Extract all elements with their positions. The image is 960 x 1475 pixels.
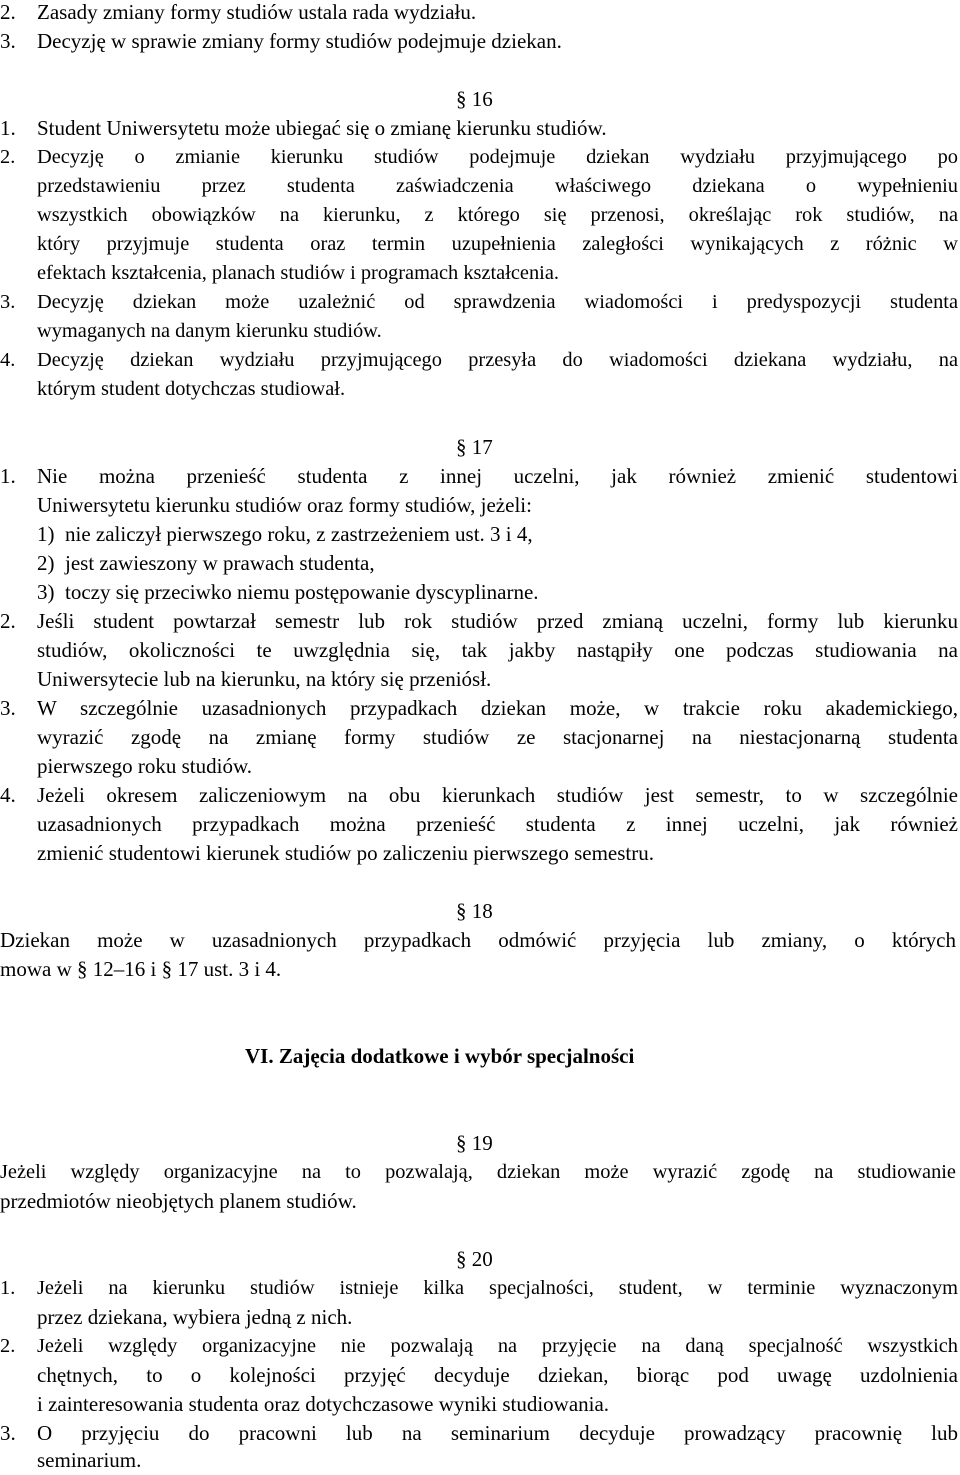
paragraph-text: przedmiotów nieobjętych planem studiów. xyxy=(0,1189,357,1213)
item-text: wszystkich obowiązków na kierunku, z którego się przenosi, określając rok studiów, na xyxy=(37,204,958,226)
section-number: § 20 xyxy=(456,1247,493,1271)
item-number: 1. xyxy=(0,464,16,488)
item-text: Uniwersytecie lub na kierunku, na który się przeniósł. xyxy=(37,667,492,691)
item-number: 4. xyxy=(0,349,16,371)
item-text: przedstawieniu przez studenta zaświadczenia właściwego dziekana o wypełnieniu xyxy=(37,175,958,197)
list-item: 2) jest zawieszony w prawach studenta, xyxy=(37,551,375,575)
item-text: wyrazić zgodę na zmianę formy studiów ze stacjonarnej na niestacjonarną studenta xyxy=(37,725,958,749)
item-text: zmienić studentowi kierunek studiów po zaliczeniu pierwszego semestru. xyxy=(37,841,654,865)
item-number: 3. xyxy=(0,1421,16,1445)
item-text: wymaganych na danym kierunku studiów. xyxy=(37,320,382,342)
item-text: który przyjmuje studenta oraz termin uzupełnienia zaległości wynikających z różnic w xyxy=(37,233,958,255)
item-text: Decyzję o zmianie kierunku studiów podejmuje dziekan wydziału przyjmującego po xyxy=(37,146,958,168)
item-number: 1. xyxy=(0,116,16,140)
item-text: O przyjęciu do pracowni lub na seminarium decyduje prowadzący pracownię lub xyxy=(37,1421,958,1445)
section-number: § 16 xyxy=(456,87,493,111)
section-number: § 17 xyxy=(456,435,493,459)
item-number: 1. xyxy=(0,1277,16,1299)
item-text: chętnych, to o kolejności przyjęć decyduje dziekan, biorąc pod uwagę uzdolnienia xyxy=(37,1363,958,1387)
item-text: przez dziekana, wybiera jedną z nich. xyxy=(37,1305,353,1329)
item-text: pierwszego roku studiów. xyxy=(37,754,253,778)
item-text: Decyzję dziekan może uzależnić od sprawdzenia wiadomości i predyspozycji studenta xyxy=(37,291,958,313)
item-text: i zainteresowania studenta oraz dotychczasowe wyniki studiowania. xyxy=(37,1392,610,1416)
item-number: 3. xyxy=(0,29,16,53)
item-text: Zasady zmiany formy studiów ustala rada wydziału. xyxy=(37,0,477,24)
item-number: 2. xyxy=(0,0,16,24)
item-text: Jeżeli względy organizacyjne nie pozwalają na przyjęcie na daną specjalność wszystkich xyxy=(37,1335,958,1357)
item-text: W szczególnie uzasadnionych przypadkach dziekan może, w trakcie roku akademickiego, xyxy=(37,696,958,720)
item-number: 4. xyxy=(0,783,16,807)
item-text: efektach kształcenia, planach studiów i programach kształcenia. xyxy=(37,262,559,284)
paragraph-text: Dziekan może w uzasadnionych przypadkach odmówić przyjęcia lub zmiany, o których xyxy=(0,928,956,952)
item-text: seminarium. xyxy=(37,1448,142,1472)
paragraph-text: mowa w § 12–16 i § 17 ust. 3 i 4. xyxy=(0,957,282,981)
item-number: 3. xyxy=(0,696,16,720)
item-number: 2. xyxy=(0,1335,16,1357)
item-text: Jeśli student powtarzał semestr lub rok studiów przed zmianą uczelni, formy lub kierunku xyxy=(37,609,958,633)
item-text: Decyzję w sprawie zmiany formy studiów podejmuje dziekan. xyxy=(37,29,562,53)
item-text: którym student dotychczas studiował. xyxy=(37,378,346,400)
item-number: 2. xyxy=(0,146,16,168)
item-text: Jeżeli okresem zaliczeniowym na obu kierunkach studiów jest semestr, to w szczególnie xyxy=(37,783,958,807)
list-item: 1) nie zaliczył pierwszego roku, z zastrzeżeniem ust. 3 i 4, xyxy=(37,522,533,546)
paragraph-text: Jeżeli względy organizacyjne na to pozwalają, dziekan może wyrazić zgodę na studiowanie xyxy=(0,1161,956,1183)
item-text: Decyzję dziekan wydziału przyjmującego przesyła do wiadomości dziekana wydziału, na xyxy=(37,349,958,371)
item-text: uzasadnionych przypadkach można przenieść studenta z innej uczelni, jak również xyxy=(37,812,958,836)
section-number: § 19 xyxy=(456,1131,493,1155)
item-text: Nie można przenieść studenta z innej uczelni, jak również zmienić studentowi xyxy=(37,464,958,488)
item-text: studiów, okoliczności te uwzględnia się, tak jakby nastąpiły one podczas studiowania na xyxy=(37,638,958,662)
item-text: Uniwersytetu kierunku studiów oraz formy studiów, jeżeli: xyxy=(37,493,532,517)
item-text: Student Uniwersytetu może ubiegać się o zmianę kierunku studiów. xyxy=(37,116,607,140)
list-item: 3) toczy się przeciwko niemu postępowanie dyscyplinarne. xyxy=(37,580,539,604)
chapter-heading: VI. Zajęcia dodatkowe i wybór specjalności xyxy=(245,1044,635,1068)
section-number: § 18 xyxy=(456,899,493,923)
item-number: 3. xyxy=(0,291,16,313)
item-text: Jeżeli na kierunku studiów istnieje kilka specjalności, student, w terminie wyznaczonym xyxy=(37,1277,958,1299)
item-number: 2. xyxy=(0,609,16,633)
